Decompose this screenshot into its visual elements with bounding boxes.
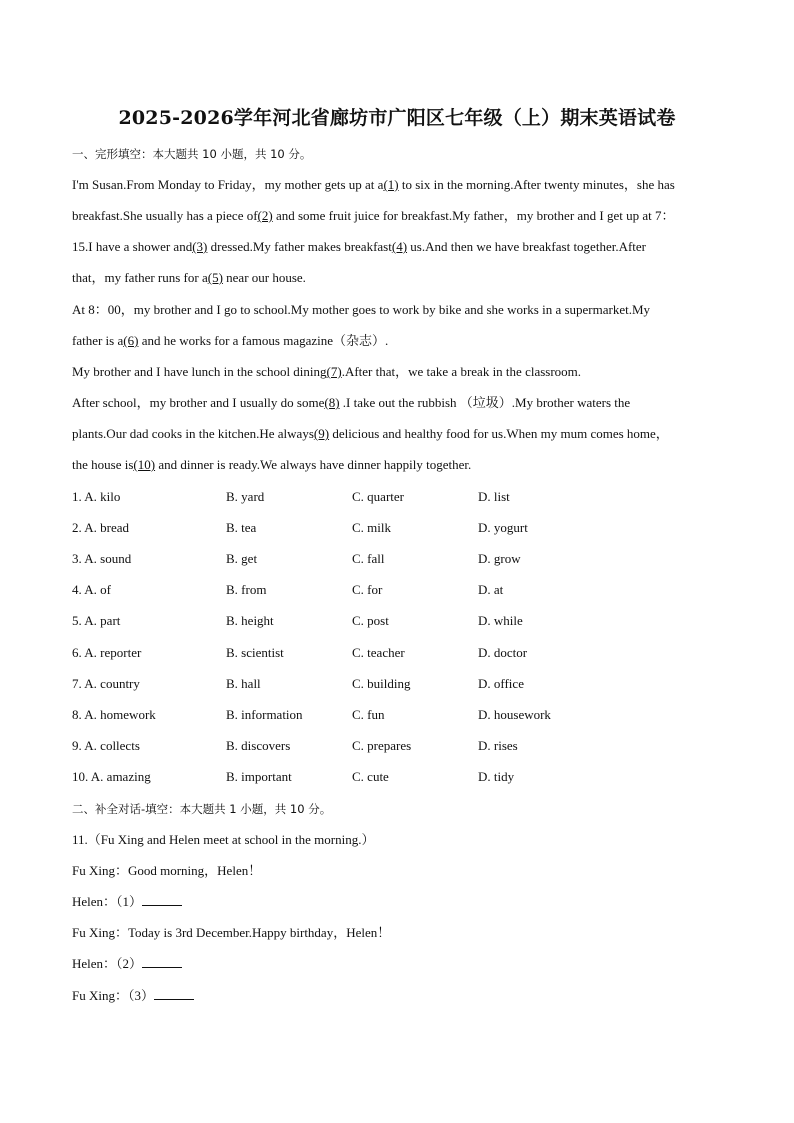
text-segment: the house is xyxy=(72,457,134,472)
option-d: D. rises xyxy=(478,738,518,753)
dialog-text: Fu Xing：Today is 3rd December.Happy birthday，Helen！ xyxy=(72,925,391,940)
option-c: C. fun xyxy=(352,707,385,722)
option-a: 6. A. reporter xyxy=(72,645,142,660)
option-b: B. information xyxy=(226,707,303,722)
passage-line-10 xyxy=(72,457,471,473)
option-a: 10. A. amazing xyxy=(72,769,151,784)
text-segment: near our house. xyxy=(222,270,306,285)
passage-line-3 xyxy=(72,239,646,255)
dialog-line xyxy=(72,894,182,910)
dialog-text: Helen：（1） xyxy=(72,894,143,909)
option-b: B. from xyxy=(226,582,267,597)
blank-6: (6) xyxy=(123,333,139,348)
option-d: D. while xyxy=(478,613,523,628)
blank-4: (4) xyxy=(391,239,408,254)
answer-blank[interactable] xyxy=(142,894,182,906)
text-segment: delicious and healthy food for us.When my mum comes home， xyxy=(329,426,669,441)
blank-7: (7) xyxy=(326,364,342,379)
passage-line-5 xyxy=(72,302,650,318)
option-a: 1. A. kilo xyxy=(72,489,121,504)
option-b: B. get xyxy=(226,551,258,566)
option-a: 9. A. collects xyxy=(72,738,140,753)
blank-5: (5) xyxy=(207,270,223,285)
blank-10: (10) xyxy=(133,457,156,472)
option-a: 3. A. sound xyxy=(72,551,132,566)
text-segment: dressed.My father makes breakfast xyxy=(207,239,392,254)
blank-1: (1) xyxy=(383,177,399,192)
passage-line-1 xyxy=(72,177,675,193)
dialog-line xyxy=(72,988,194,1004)
text-segment: .After that，we take a break in the classroom. xyxy=(341,364,582,379)
blank-8: (8) xyxy=(324,395,340,410)
passage-line-4 xyxy=(72,270,306,286)
option-d: D. at xyxy=(478,582,504,597)
text-segment: and dinner is ready.We always have dinner happily together. xyxy=(155,457,472,472)
option-b: B. important xyxy=(226,769,292,784)
text-segment: that，my father runs for a xyxy=(72,270,208,285)
text-segment: After school，my brother and I usually do some xyxy=(72,395,325,410)
option-a: 2. A. bread xyxy=(72,520,130,535)
option-a: 7. A. country xyxy=(72,676,140,691)
option-d: D. office xyxy=(478,676,524,691)
option-b: B. scientist xyxy=(226,645,284,660)
dialog-intro: 11.（Fu Xing and Helen meet at school in the morning.） xyxy=(72,832,375,847)
blank-9: (9) xyxy=(313,426,330,441)
option-c: C. for xyxy=(352,582,383,597)
section2-heading: 二、补全对话-填空：本大题共 1 小题，共 10 分。 xyxy=(72,802,332,816)
option-a: 5. A. part xyxy=(72,613,121,628)
exam-title: 2025-2026学年河北省廊坊市广阳区七年级（上）期末英语试卷 xyxy=(118,107,676,129)
option-d: D. tidy xyxy=(478,769,515,784)
text-segment: and he works for a famous magazine（杂志）. xyxy=(138,333,389,348)
dialog-line xyxy=(72,925,390,941)
option-c: C. teacher xyxy=(352,645,405,660)
option-b: B. discovers xyxy=(226,738,291,753)
option-c: C. quarter xyxy=(352,489,404,504)
passage-line-8 xyxy=(72,395,630,411)
option-d: D. housework xyxy=(478,707,551,722)
text-segment: breakfast.She usually has a piece of xyxy=(72,208,258,223)
option-c: C. milk xyxy=(352,520,392,535)
text-segment: 15.I have a shower and xyxy=(72,239,193,254)
passage-line-6 xyxy=(72,333,388,349)
passage-line-9 xyxy=(72,426,669,442)
option-d: D. grow xyxy=(478,551,521,566)
option-d: D. doctor xyxy=(478,645,528,660)
option-c: C. post xyxy=(352,613,389,628)
option-b: B. tea xyxy=(226,520,257,535)
text-segment: father is a xyxy=(72,333,124,348)
text-segment: plants.Our dad cooks in the kitchen.He always xyxy=(72,426,314,441)
option-c: C. prepares xyxy=(352,738,412,753)
option-a: 4. A. of xyxy=(72,582,111,597)
passage-line-7 xyxy=(72,364,581,380)
section1-heading: 一、完形填空：本大题共 10 小题，共 10 分。 xyxy=(72,147,312,161)
option-c: C. cute xyxy=(352,769,389,784)
option-c: C. building xyxy=(352,676,411,691)
dialog-text: Helen：（2） xyxy=(72,956,143,971)
option-b: B. yard xyxy=(226,489,265,504)
blank-3: (3) xyxy=(192,239,208,254)
dialog-line xyxy=(72,863,261,879)
dialog-line xyxy=(72,956,182,972)
text-segment: to six in the morning.After twenty minutes，she has xyxy=(398,177,675,192)
text-segment: .I take out the rubbish （垃圾）.My brother waters the xyxy=(339,395,631,410)
blank-2: (2) xyxy=(257,208,273,223)
option-c: C. fall xyxy=(352,551,385,566)
option-d: D. list xyxy=(478,489,510,504)
text-segment: I'm Susan.From Monday to Friday，my mother gets up at a xyxy=(72,177,384,192)
dialog-text: Fu Xing：（3） xyxy=(72,988,154,1003)
text-segment: My brother and I have lunch in the school dining xyxy=(72,364,327,379)
option-d: D. yogurt xyxy=(478,520,528,535)
option-a: 8. A. homework xyxy=(72,707,156,722)
text-segment: At 8：00，my brother and I go to school.My mother goes to work by bike and she works in a supermarket.My xyxy=(72,302,651,317)
answer-blank[interactable] xyxy=(154,988,194,1000)
answer-blank[interactable] xyxy=(142,956,182,968)
passage-line-2 xyxy=(72,208,675,224)
option-b: B. hall xyxy=(226,676,261,691)
text-segment: us.And then we have breakfast together.After xyxy=(407,239,647,254)
dialog-text: Fu Xing：Good morning，Helen！ xyxy=(72,863,262,878)
option-b: B. height xyxy=(226,613,274,628)
text-segment: and some fruit juice for breakfast.My father，my brother and I get up at 7： xyxy=(272,208,675,223)
